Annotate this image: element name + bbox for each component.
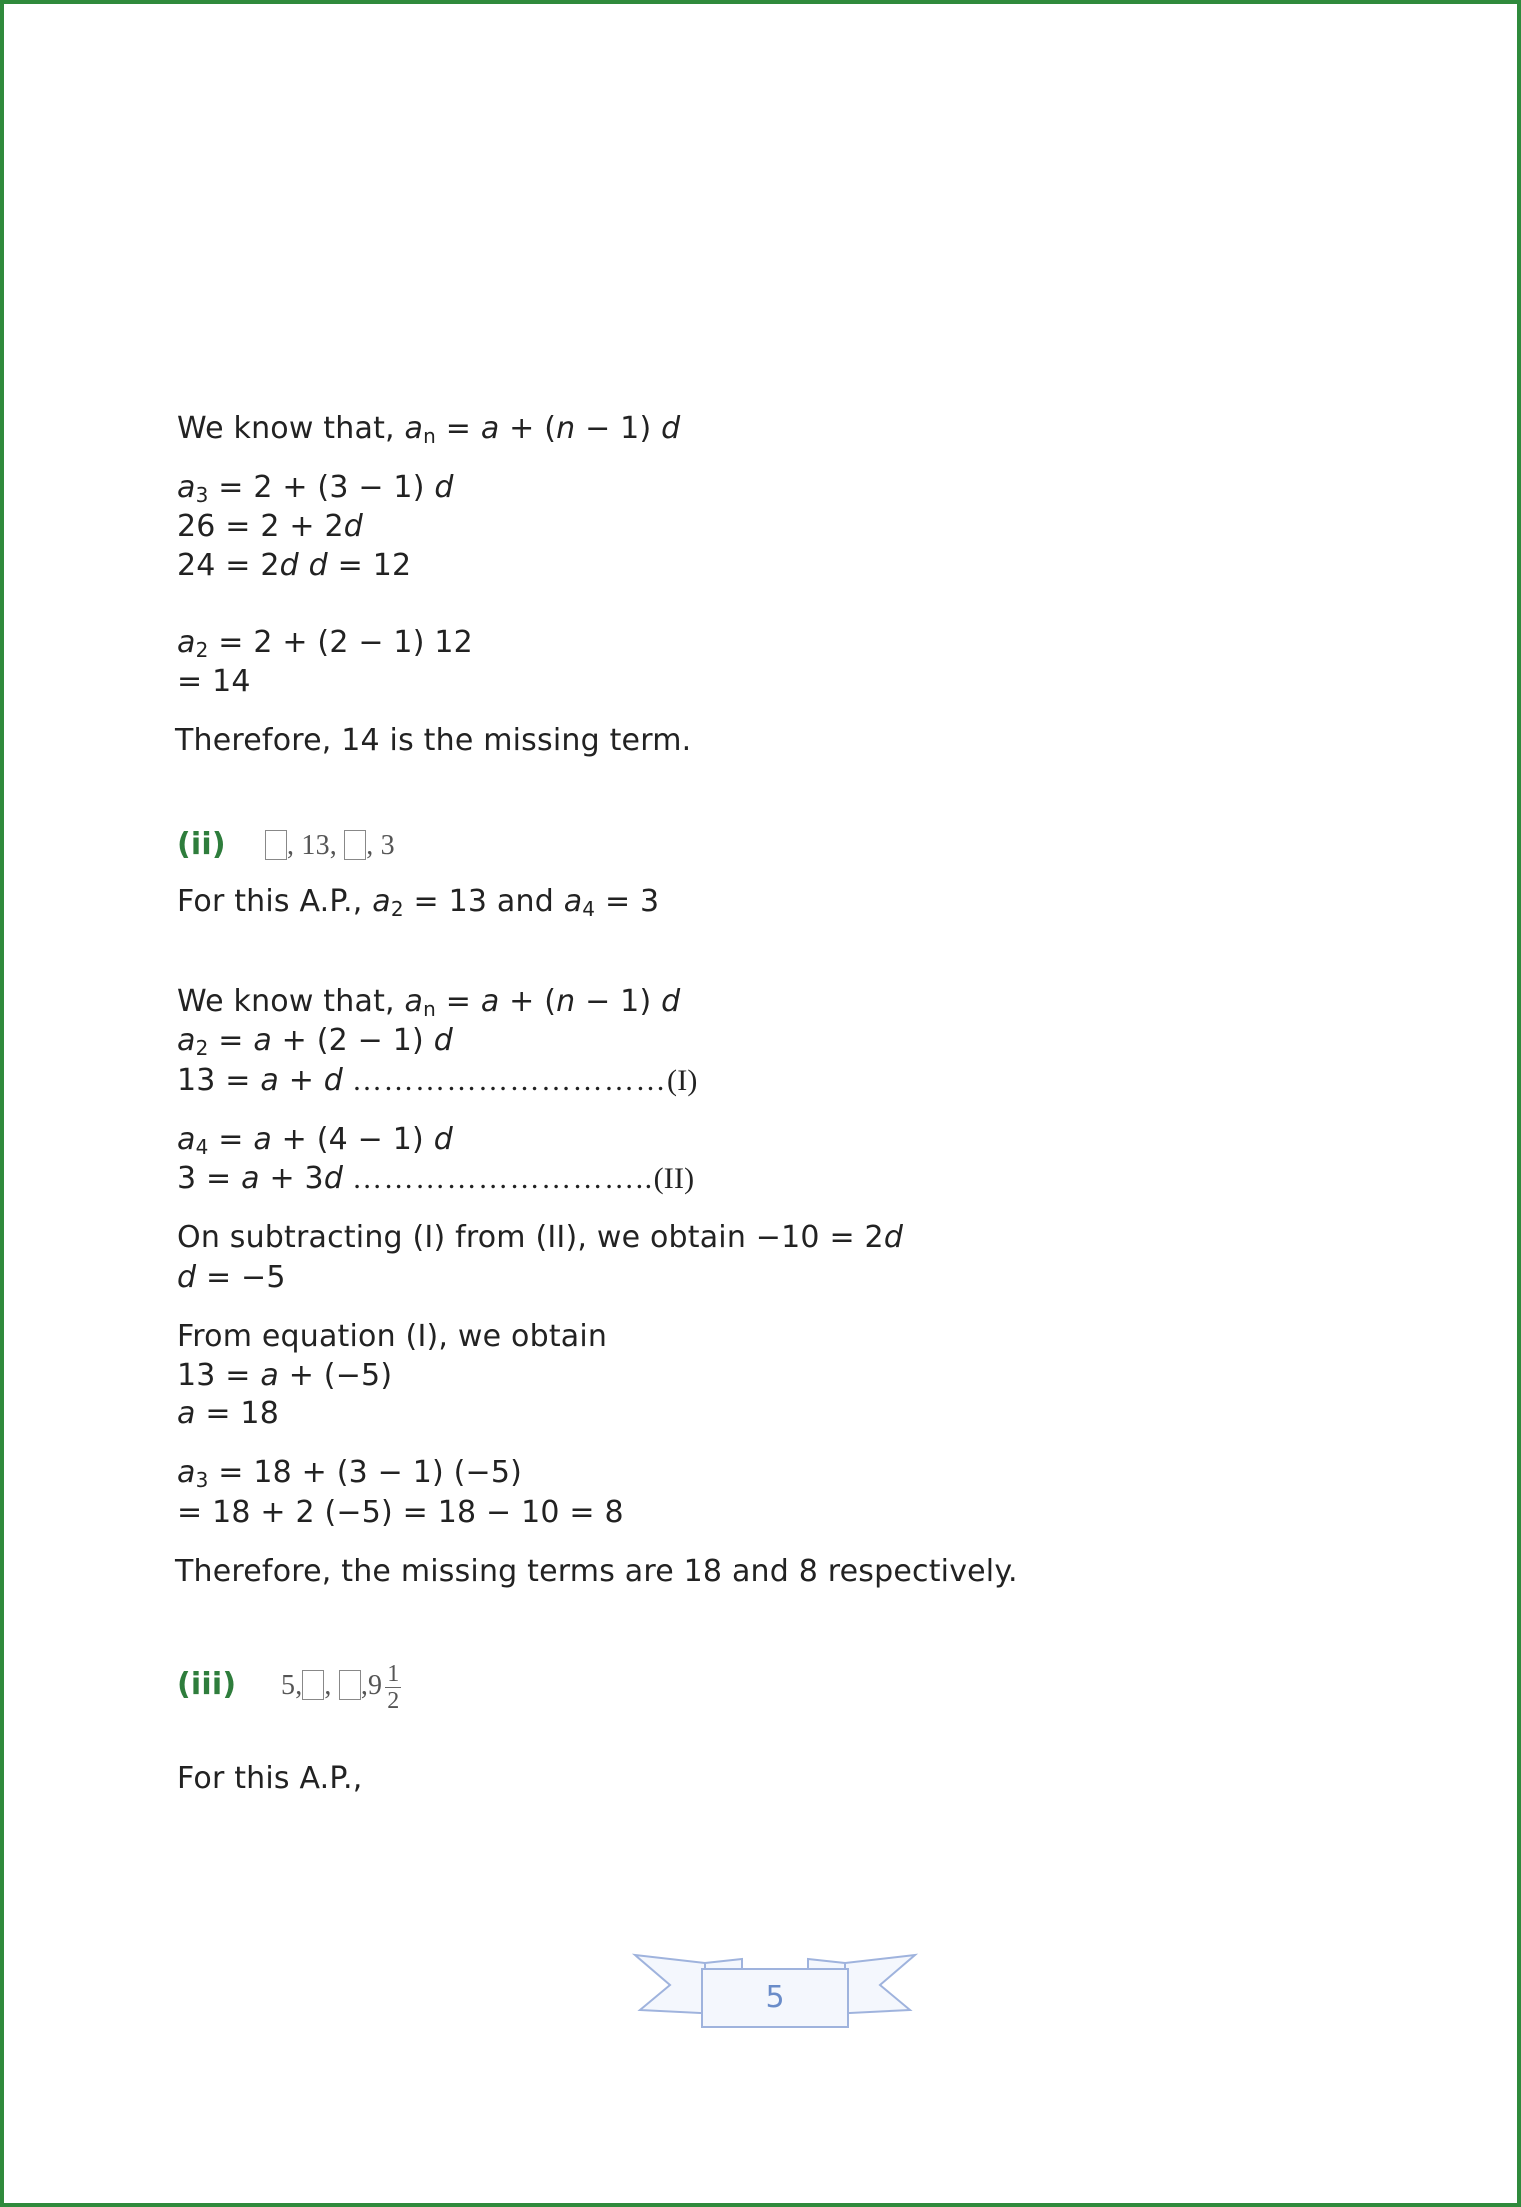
text: 13 = [177,1063,261,1098]
var-a: a [260,1063,279,1098]
var-a: a [177,1396,196,1431]
part-iii-heading [177,1660,401,1714]
text: + (4 − 1) [271,1122,434,1157]
sequence-text: , [324,1670,332,1701]
var-a: a [253,1023,272,1058]
text: = 13 and [403,884,564,919]
text: = [208,1023,254,1058]
rest-text: − 1) [575,984,662,1019]
text: = −5 [196,1260,286,1295]
equation-text: = 12 [327,548,412,583]
equals: = [436,984,481,1019]
space [299,548,309,583]
var-a: a [404,984,424,1019]
var-d: d [177,1260,197,1295]
rest-text: − 1) [575,411,662,446]
formula-intro: We know that, [177,984,405,1019]
text: + (−5) [278,1358,393,1393]
a3-result: = 18 + 2 (−5) = 18 − 10 = 8 [177,1495,624,1530]
var-a: a [241,1161,260,1196]
var-d: d [279,548,299,583]
subscript: 4 [195,1135,209,1159]
text: For this A.P., [177,884,373,919]
sequence [281,1661,401,1715]
equation-tag: (II) [653,1162,695,1195]
sequence [265,830,395,861]
equation-result-14: = 14 [177,664,251,699]
substitution-step [177,1356,392,1396]
subtraction-step [177,1218,903,1258]
subscript: n [423,997,436,1021]
equation-text: = 2 + (2 − 1) 12 [208,625,473,660]
text: + (2 − 1) [271,1023,434,1058]
var-a: a [177,625,196,660]
blank-box [339,1670,361,1700]
given-terms [177,882,659,922]
mixed-number-whole: 9 [368,1670,383,1701]
var-d: d [661,984,681,1019]
var-a: a [480,984,500,1019]
page-number-ribbon [630,1945,920,2035]
equation-II [177,1159,694,1199]
equation-a2 [177,623,473,663]
sequence-text: , 13, [287,830,345,861]
equation-a2 [177,1021,453,1061]
blank-box [302,1670,324,1700]
general-term-formula [177,982,680,1022]
var-d: d [343,509,364,544]
a-value [177,1394,279,1434]
text: + [278,1063,324,1098]
conclusion-part-i: Therefore, 14 is the missing term. [175,723,692,758]
part-ii-heading [177,825,395,866]
text: = 18 [195,1396,279,1431]
equation-a3 [177,1453,522,1493]
general-term-formula [177,409,680,449]
equation-a3 [177,468,454,508]
var-a: a [177,470,196,505]
sequence-text: 5, [281,1670,303,1701]
var-d: d [323,1161,344,1196]
var-d: d [434,470,454,505]
from-equation-text: From equation (I), we obtain [177,1319,608,1354]
equation-text: = 2 + (3 − 1) [208,470,435,505]
text: = [208,1122,254,1157]
equation-text: 24 = 2 [177,548,280,583]
sequence-text: , 3 [366,830,395,861]
subscript: 2 [195,638,209,662]
dotted-leader: ………………………… [343,1064,668,1097]
subscript: 3 [195,1468,209,1492]
sequence-text: , [360,1670,369,1701]
text: + 3 [259,1161,324,1196]
blank-box [265,830,287,860]
formula-intro: We know that, [177,411,405,446]
var-d: d [883,1220,904,1255]
subscript: 2 [390,897,404,921]
var-d: d [661,411,681,446]
var-n: n [556,984,576,1019]
subscript: 4 [582,897,596,921]
text: = 3 [595,884,660,919]
var-d: d [308,548,328,583]
subscript: n [423,424,436,448]
numerator: 1 [387,1661,400,1688]
var-a: a [404,411,424,446]
var-a: a [372,884,391,919]
fraction [385,1661,401,1714]
var-d: d [323,1063,344,1098]
equation-a4 [177,1120,453,1160]
d-value [177,1258,286,1298]
equation-24 [177,546,411,586]
equation-tag: (I) [667,1064,698,1097]
equals: = [436,411,481,446]
var-a: a [480,411,500,446]
var-a: a [253,1122,272,1157]
equation-I [177,1061,698,1101]
plus-text: + ( [499,984,557,1019]
var-a: a [563,884,583,919]
equation-text: 26 = 2 + 2 [177,509,344,544]
text: 3 = [177,1161,242,1196]
blank-box [344,830,366,860]
page-number: 5 [765,1980,785,2015]
denominator: 2 [387,1688,400,1715]
subscript: 2 [195,1036,209,1060]
part-label: (ii) [177,827,226,862]
conclusion-part-ii: Therefore, the missing terms are 18 and 8 respectively. [175,1554,1018,1589]
plus-text: + ( [499,411,557,446]
var-d: d [433,1023,453,1058]
text: 13 = [177,1358,261,1393]
text: = 18 + (3 − 1) (−5) [208,1455,523,1490]
var-a: a [177,1122,196,1157]
var-n: n [556,411,576,446]
dotted-leader: ……………………….. [343,1162,654,1195]
subscript: 3 [195,483,209,507]
part-label: (iii) [177,1667,237,1702]
text: On subtracting (I) from (II), we obtain −10 = 2 [177,1220,884,1255]
given-text-part-iii: For this A.P., [177,1761,363,1796]
var-d: d [433,1122,453,1157]
var-a: a [177,1455,196,1490]
var-a: a [260,1358,279,1393]
equation-26 [177,507,363,547]
var-a: a [177,1023,196,1058]
